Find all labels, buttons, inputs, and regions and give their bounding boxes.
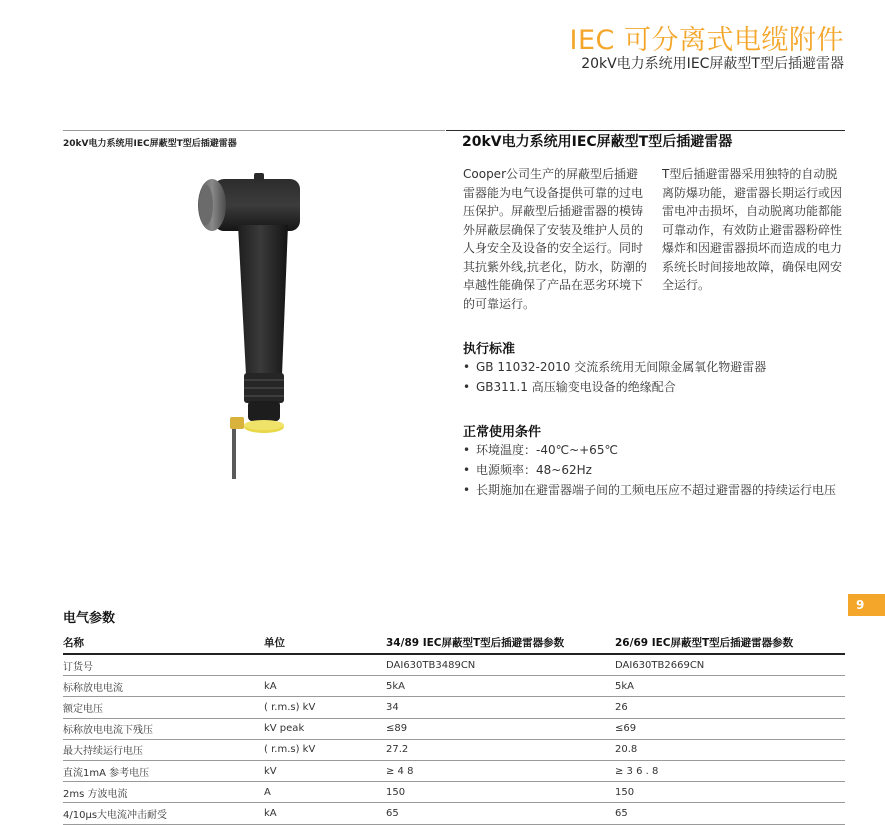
table-cell: 150 bbox=[615, 782, 845, 803]
table-row bbox=[63, 697, 845, 718]
column-header: 名称 bbox=[63, 631, 264, 654]
chapter-tab: 9 bbox=[848, 594, 885, 616]
table-cell: ≤89 bbox=[386, 718, 615, 739]
table-header-row bbox=[63, 631, 845, 654]
table-row bbox=[63, 760, 845, 781]
table-cell: 标称放电电流下残压 bbox=[63, 718, 264, 739]
list-item: • GB311.1 高压输变电设备的绝缘配合 bbox=[463, 377, 848, 397]
table-cell: ≥ 3 6 . 8 bbox=[615, 760, 845, 781]
table-cell: 65 bbox=[386, 803, 615, 824]
table-cell: 65 bbox=[615, 803, 845, 824]
section-title: 20kV电力系统用IEC屏蔽型T型后插避雷器 bbox=[462, 134, 733, 150]
table-row bbox=[63, 803, 845, 824]
standards-title: 执行标准 bbox=[463, 342, 516, 357]
table-cell: 标称放电电流 bbox=[63, 676, 264, 697]
table-cell: 订货号 bbox=[63, 654, 264, 676]
electrical-params-table bbox=[63, 631, 845, 825]
table-cell: ( r.m.s) kV bbox=[264, 697, 386, 718]
table-cell: ≤69 bbox=[615, 718, 845, 739]
column-header: 34/89 IEC屏蔽型T型后插避雷器参数 bbox=[386, 631, 615, 654]
table-cell: 2ms 方波电流 bbox=[63, 782, 264, 803]
list-item: • 长期施加在避雷器端子间的工频电压应不超过避雷器的持续运行电压 bbox=[463, 480, 848, 500]
table-row bbox=[63, 676, 845, 697]
left-divider bbox=[63, 130, 445, 131]
table-cell: 27.2 bbox=[386, 739, 615, 760]
description-paragraph-2: T型后插避雷器采用独特的自动脱离防爆功能，避雷器长期运行或因雷电冲击损坏，自动脱离功能都能可靠动作，有效防止避雷器粉碎性爆炸和因避雷器损坏而造成的电力系统长时间接地故障，确保电网安全运行。 bbox=[662, 167, 843, 292]
table-cell: ≥ 4 8 bbox=[386, 760, 615, 781]
product-image bbox=[186, 165, 306, 485]
table-cell: DAI630TB3489CN bbox=[386, 654, 615, 676]
column-header: 26/69 IEC屏蔽型T型后插避雷器参数 bbox=[615, 631, 845, 654]
table-cell: 26 bbox=[615, 697, 845, 718]
page-title: IEC 可分离式电缆附件 bbox=[569, 25, 844, 56]
description-paragraph-1: Cooper公司生产的屏蔽型后插避雷器能为电气设备提供可靠的过电压保护。屏蔽型后插避雷器的模铸外屏蔽层确保了安装及维护人员的人身安全及设备的安全运行。同时其抗紫外线,抗老化，防水，防潮的卓越性能确保了产品在恶劣环境下的可靠运行。 bbox=[463, 167, 647, 311]
table-cell bbox=[264, 654, 386, 676]
table-cell: 5kA bbox=[615, 676, 845, 697]
table-cell: 5kA bbox=[386, 676, 615, 697]
table-row bbox=[63, 739, 845, 760]
table-cell: 150 bbox=[386, 782, 615, 803]
table-cell: A bbox=[264, 782, 386, 803]
table-cell: 最大持续运行电压 bbox=[63, 739, 264, 760]
conditions-list bbox=[463, 440, 848, 500]
list-item: • 环境温度：-40℃~+65℃ bbox=[463, 440, 848, 460]
column-header: 单位 bbox=[264, 631, 386, 654]
table-row bbox=[63, 782, 845, 803]
conditions-title: 正常使用条件 bbox=[463, 425, 542, 440]
table-cell: DAI630TB2669CN bbox=[615, 654, 845, 676]
list-item: • 电源频率：48~62Hz bbox=[463, 460, 848, 480]
page-subtitle: 20kV电力系统用IEC屏蔽型T型后插避雷器 bbox=[581, 56, 844, 72]
table-cell: kV peak bbox=[264, 718, 386, 739]
electrical-params-title: 电气参数 bbox=[63, 611, 116, 626]
table-cell: kA bbox=[264, 803, 386, 824]
table-row bbox=[63, 654, 845, 676]
table-cell: kA bbox=[264, 676, 386, 697]
table-cell: kV bbox=[264, 760, 386, 781]
table-row bbox=[63, 718, 845, 739]
table-cell: 20.8 bbox=[615, 739, 845, 760]
table-cell: 4/10μs大电流冲击耐受 bbox=[63, 803, 264, 824]
table-cell: 直流1mA 参考电压 bbox=[63, 760, 264, 781]
table-cell: ( r.m.s) kV bbox=[264, 739, 386, 760]
image-caption: 20kV电力系统用IEC屏蔽型T型后插避雷器 bbox=[63, 139, 237, 149]
table-cell: 34 bbox=[386, 697, 615, 718]
standards-list bbox=[463, 357, 848, 397]
table-cell: 额定电压 bbox=[63, 697, 264, 718]
list-item: • GB 11032-2010 交流系统用无间隙金属氧化物避雷器 bbox=[463, 357, 848, 377]
